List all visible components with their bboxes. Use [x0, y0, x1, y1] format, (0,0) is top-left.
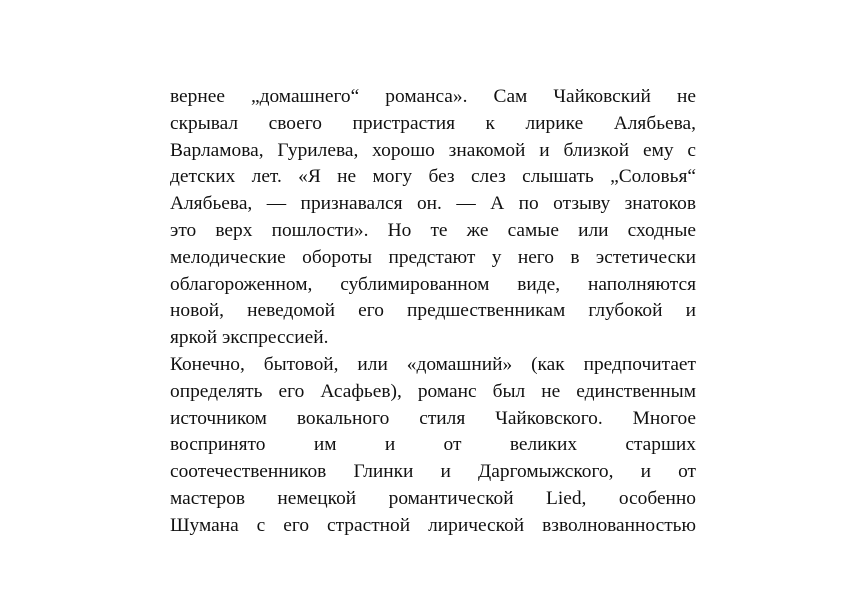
text-line: облагороженном, сублимированном виде, наполняются: [170, 273, 696, 295]
text-line: соотечественников Глинки и Даргомыжского, и от: [170, 461, 696, 483]
text-line: источником вокального стиля Чайковского. Многое: [170, 407, 696, 429]
paragraph-end-line: яркой экспрессией.: [170, 327, 329, 349]
text-line: определять его Асафьев), романс был не единственным: [170, 380, 696, 402]
text-line: воспринято им и от великих старших: [170, 434, 696, 456]
text-line: мастеров немецкой романтической Lied, особенно: [170, 487, 696, 509]
text-line: Варламова, Гурилева, хорошо знакомой и близкой ему с: [170, 139, 696, 161]
body-text: [170, 84, 696, 540]
text-line: Алябьева, — признавался он. — А по отзыву знатоков: [170, 193, 696, 215]
text-line: скрывал своего пристрастия к лирике Алябьева,: [170, 112, 696, 134]
text-line: Конечно, бытовой, или «домашний» (как предпочитает: [170, 353, 696, 375]
text-line: Шумана с его страстной лирической взволнованностью: [170, 514, 696, 536]
text-line: детских лет. «Я не могу без слез слышать „Соловья“: [170, 166, 696, 188]
text-line: это верх пошлости». Но те же самые или сходные: [170, 219, 696, 241]
text-line: вернее „домашнего“ романса». Сам Чайковский не: [170, 86, 696, 107]
text-line: новой, неведомой его предшественникам глубокой и: [170, 300, 696, 322]
text-line: мелодические обороты предстают у него в эстетически: [170, 246, 696, 268]
